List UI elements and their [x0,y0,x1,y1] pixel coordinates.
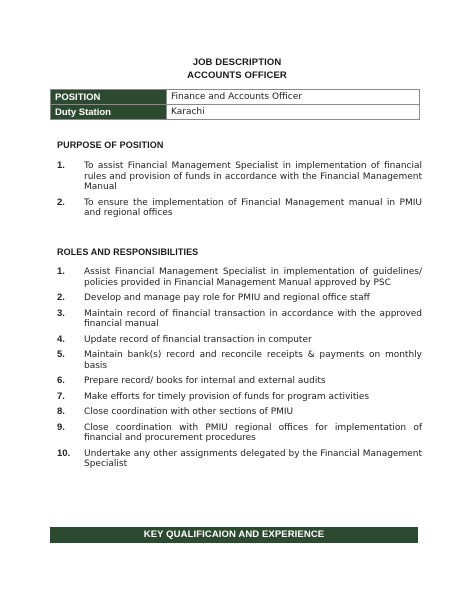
list-item-text: Close coordination with other sections of PMIU [84,407,294,417]
list-item [57,350,422,371]
purpose-list [57,161,422,219]
duty-station-label: Duty Station [51,105,167,120]
list-item-number: 4. [57,333,65,345]
list-item-text: Undertake any other assignments delegated by the Financial Management Specialist [84,448,422,469]
list-item-text: Maintain record of financial transaction in accordance with the approved financial manual [84,308,422,329]
list-item-text: To ensure the implementation of Financial Management manual in PMIU and regional offices [84,197,422,218]
list-item-number: 7. [57,390,65,402]
position-info-table [50,89,420,120]
list-item-number: 9. [57,421,65,433]
duty-station-value: Karachi [167,105,420,120]
list-item [57,335,422,346]
list-item [57,198,422,219]
document-subtitle: ACCOUNTS OFFICER [187,70,287,81]
document-header [0,56,474,82]
list-item [57,376,422,387]
list-item [57,407,422,418]
list-item [57,423,422,444]
document-title: JOB DESCRIPTION [192,57,282,68]
roles-section-title: ROLES AND RESPONSIBILITIES [57,247,199,257]
list-item-text: Close coordination with PMIU regional offices for implementation of financial and procurement procedures [84,422,422,443]
list-item-number: 2. [57,292,65,303]
position-value: Finance and Accounts Officer [167,90,420,105]
list-item-number: 10. [57,447,71,459]
list-item-number: 3. [57,307,65,319]
list-item-number: 8. [57,406,65,417]
roles-list [57,267,422,470]
position-label: POSITION [51,90,167,105]
list-item [57,293,422,304]
list-item-text: Develop and manage pay role for PMIU and regional office staff [84,293,370,303]
list-item-number: 5. [57,349,65,360]
list-item [57,392,422,403]
list-item [57,309,422,330]
list-item-number: 1. [57,266,65,277]
list-item-text: Update record of financial transaction in computer [84,334,312,345]
duty-station-row [51,105,420,120]
list-item-number: 2. [57,196,65,208]
list-item-number: 6. [57,375,65,386]
list-item [57,449,422,470]
list-item-text: Maintain bank(s) record and reconcile receipts & payments on monthly basis [84,350,422,371]
purpose-section-title: PURPOSE OF POSITION [57,140,164,150]
list-item-text: Assist Financial Management Specialist in implementation of guidelines/ policies provided in Financial Management Manual approved by PSC [84,267,422,288]
list-item-text: Prepare record/ books for internal and external audits [84,376,326,386]
list-item-text: Make efforts for timely provision of funds for program activities [84,391,370,402]
position-row [51,90,420,105]
list-item [57,161,422,193]
qualification-section-header: KEY QUALIFICAION AND EXPERIENCE [50,527,418,543]
list-item-number: 1. [57,160,65,171]
list-item-text: To assist Financial Management Specialist in implementation of financial rules and provision of funds in accordance with the Financial Management Manual [84,161,422,192]
list-item [57,267,422,288]
